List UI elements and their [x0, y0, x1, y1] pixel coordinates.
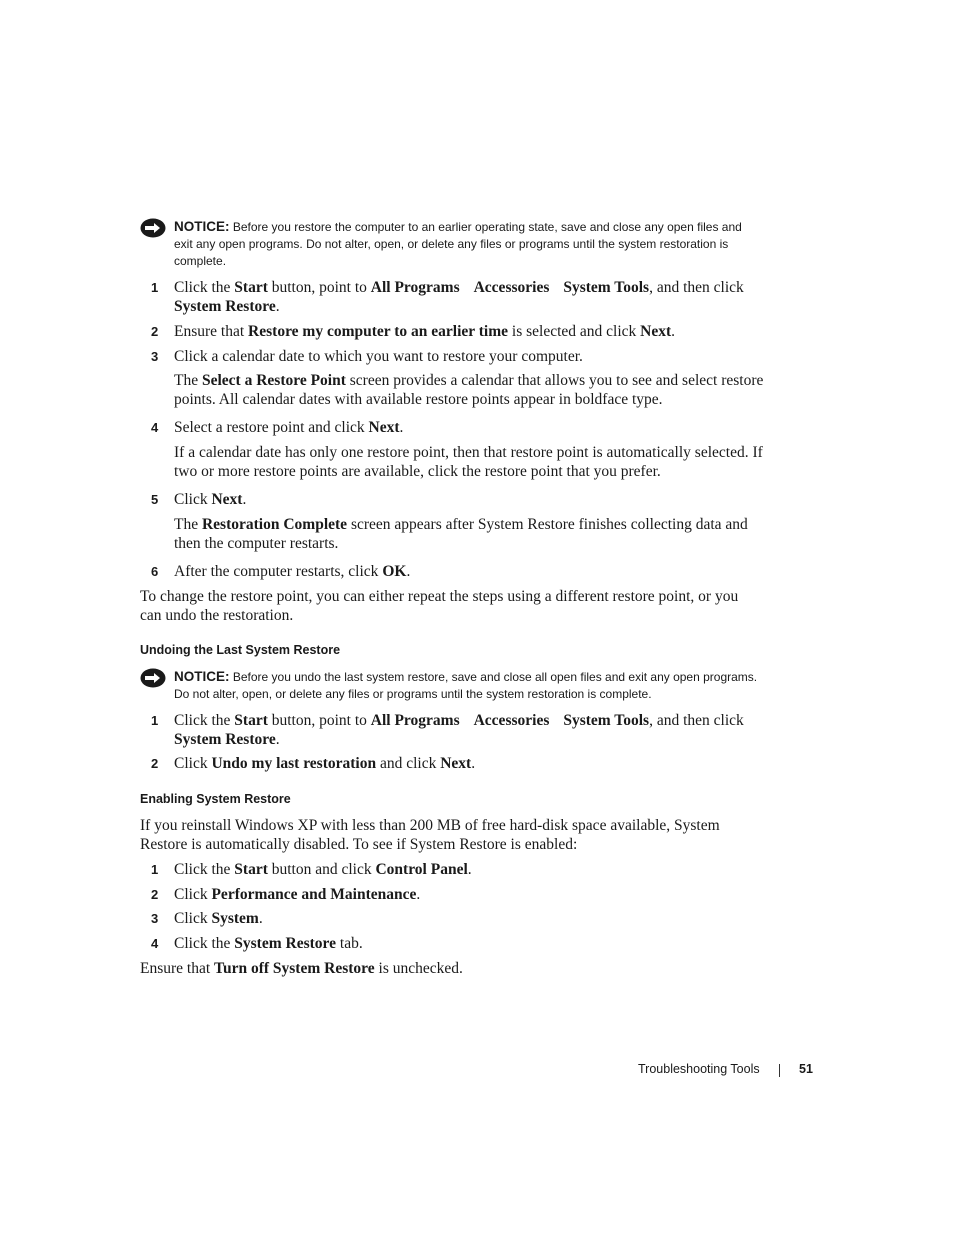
text: button, point to: [267, 712, 371, 729]
footer-section-title: Troubleshooting Tools: [638, 1062, 760, 1076]
notice-label: NOTICE:: [174, 669, 230, 684]
ui-term-accessories: Accessories: [473, 279, 550, 296]
text: After the computer restarts, click: [174, 563, 383, 580]
ui-term-system: System: [211, 910, 259, 927]
change-restore-point-paragraph: To change the restore point, you can either repeat the steps using a different restore point, or you can undo the restoration.: [140, 588, 739, 624]
enable-intro-paragraph: If you reinstall Windows XP with less than 200 MB of free hard-disk space available, System Restore is automatically disabled. To see if System Restore is enabled:: [140, 817, 720, 853]
text: Click: [174, 491, 212, 508]
step-3-detail: [174, 371, 764, 409]
text: button, point to: [267, 279, 371, 296]
ui-term-system-tools: System Tools: [563, 712, 650, 729]
text: tab.: [336, 935, 363, 952]
text: Click: [174, 755, 212, 772]
text: screen provides a calendar that allows you to see and select restore points. All calendar dates with available restore points appear in boldface type.: [174, 372, 764, 408]
text: .: [471, 755, 476, 772]
ui-term-system-tools: System Tools: [563, 279, 650, 296]
step-text: [174, 934, 760, 953]
step-number: 1: [151, 713, 159, 728]
ui-term-start: Start: [234, 712, 268, 729]
notice-text: [174, 218, 760, 270]
step-text: [174, 562, 760, 581]
ui-term-next: Next: [211, 491, 243, 508]
ui-term-system-restore-tab: System Restore: [234, 935, 337, 952]
ui-term-all-programs: All Programs: [370, 279, 460, 296]
ui-term-next: Next: [640, 323, 672, 340]
notice-label: NOTICE:: [174, 219, 230, 234]
step-text: [174, 885, 760, 904]
notice-block: [140, 668, 760, 703]
ui-term-next: Next: [368, 419, 400, 436]
undo-section-heading: Undoing the Last System Restore: [140, 643, 341, 657]
step-text: [174, 909, 760, 928]
step-number: 2: [151, 887, 159, 902]
enable-step-2: [140, 885, 760, 904]
step-text: [174, 754, 760, 773]
enable-step-3: [140, 909, 760, 928]
text: and click: [376, 755, 441, 772]
text: .: [275, 731, 280, 748]
text: is unchecked.: [374, 960, 463, 977]
notice-body: Before you restore the computer to an earlier operating state, save and close any open files and exit any open programs. Do not alter, open, or delete any files or programs until the system restoration is complete.: [174, 220, 742, 268]
text: The: [174, 372, 202, 389]
step-number: 2: [151, 756, 159, 771]
text: .: [416, 886, 421, 903]
enable-section-heading: Enabling System Restore: [140, 792, 291, 806]
ui-term-restore-option: Restore my computer to an earlier time: [248, 323, 509, 340]
notice-arrow-icon: [140, 218, 166, 238]
text: .: [275, 298, 280, 315]
text: screen appears after System Restore finishes collecting data and then the computer restarts.: [174, 516, 748, 552]
step-5-detail: [174, 515, 764, 553]
ensure-paragraph: [140, 959, 760, 978]
ui-term-system-restore: System Restore: [174, 298, 276, 315]
undo-step-2: [140, 754, 760, 773]
text: Click: [174, 886, 212, 903]
step-text: [174, 322, 760, 341]
text: .: [399, 419, 404, 436]
footer-divider: [779, 1064, 780, 1077]
text: is selected and click: [508, 323, 641, 340]
restore-step-1: [140, 278, 760, 316]
text: .: [258, 910, 263, 927]
ui-term-undo-last-restoration: Undo my last restoration: [211, 755, 377, 772]
text: .: [467, 861, 472, 878]
ui-term-start: Start: [234, 279, 268, 296]
step-number: 5: [151, 492, 159, 507]
step-number: 6: [151, 564, 159, 579]
text: Click the: [174, 279, 235, 296]
text: .: [242, 491, 247, 508]
step-text: [174, 490, 760, 509]
step-number: 3: [151, 911, 159, 926]
restore-step-5: [140, 490, 760, 509]
text: Select a restore point and click: [174, 419, 369, 436]
ui-term-turn-off-system-restore: Turn off System Restore: [214, 960, 375, 977]
notice-text: [174, 668, 760, 703]
undo-step-1: [140, 711, 760, 749]
step-text: Click a calendar date to which you want to restore your computer.: [174, 348, 583, 365]
ui-term-select-restore-point: Select a Restore Point: [201, 372, 346, 389]
notice-body: Before you undo the last system restore, save and close all open files and exit any open programs. Do not alter, open, or delete any files or programs until the system restoration is complete.: [174, 670, 758, 701]
step-number: 2: [151, 324, 159, 339]
ui-term-start: Start: [234, 861, 268, 878]
step-number: 3: [151, 349, 159, 364]
text: Ensure that: [174, 323, 249, 340]
step-number: 4: [151, 936, 159, 951]
ui-term-system-restore: System Restore: [174, 731, 276, 748]
page-number: 51: [799, 1062, 813, 1076]
text: , and then click: [649, 712, 744, 729]
step-text: [174, 860, 760, 879]
step-number: 1: [151, 862, 159, 877]
step-text: [174, 711, 760, 749]
step-text: [174, 278, 760, 316]
step-4-detail: If a calendar date has only one restore point, then that restore point is automatically selected. If two or more restore points are available, click the restore point that you prefer.: [174, 444, 763, 480]
notice-arrow-icon: [140, 668, 166, 688]
text: Click the: [174, 712, 235, 729]
enable-step-1: [140, 860, 760, 879]
ui-term-control-panel: Control Panel: [375, 861, 468, 878]
restore-step-4: [140, 418, 760, 437]
ui-term-next: Next: [440, 755, 472, 772]
restore-step-2: [140, 322, 760, 341]
text: The: [174, 516, 202, 533]
text: Ensure that: [140, 960, 215, 977]
text: .: [406, 563, 411, 580]
ui-term-restoration-complete: Restoration Complete: [201, 516, 348, 533]
ui-term-ok: OK: [382, 563, 407, 580]
step-number: 1: [151, 280, 159, 295]
text: .: [671, 323, 676, 340]
ui-term-all-programs: All Programs: [370, 712, 460, 729]
text: Click the: [174, 861, 235, 878]
ui-term-performance-maintenance: Performance and Maintenance: [211, 886, 417, 903]
notice-block: [140, 218, 760, 270]
restore-step-6: [140, 562, 760, 581]
text: button and click: [267, 861, 376, 878]
ui-term-accessories: Accessories: [473, 712, 550, 729]
step-number: 4: [151, 420, 159, 435]
text: Click the: [174, 935, 235, 952]
text: , and then click: [649, 279, 744, 296]
enable-step-4: [140, 934, 760, 953]
text: Click: [174, 910, 212, 927]
step-text: [174, 418, 760, 437]
restore-step-3: [140, 347, 760, 366]
